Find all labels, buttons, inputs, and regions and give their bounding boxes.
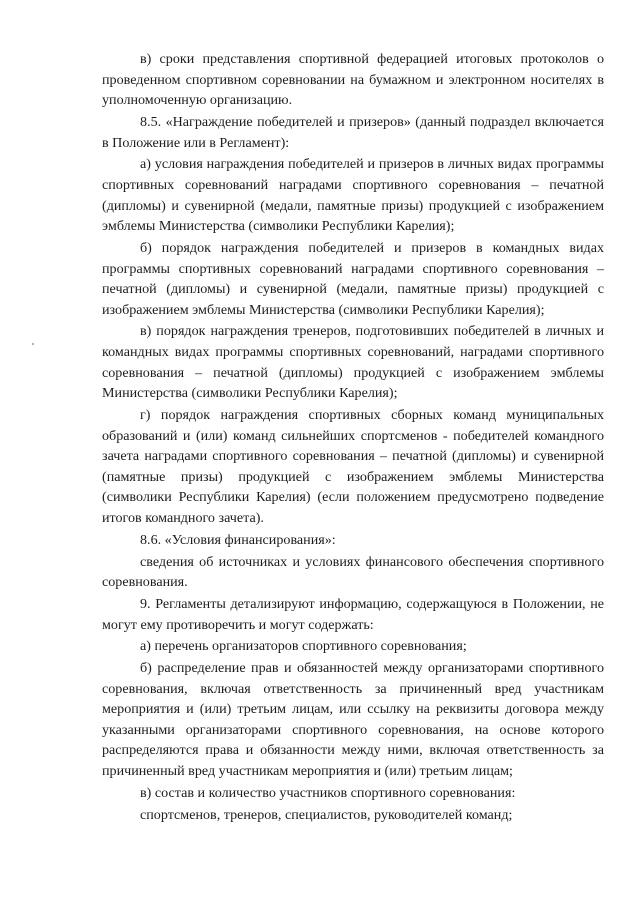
paragraph-8-6-body: сведения об источниках и условиях финансового обеспечения спортивного соревнования. — [102, 553, 604, 591]
document-body — [102, 49, 604, 826]
paragraph-8-5-v: в) порядок награждения тренеров, подготовивших победителей в личных и командных видах программы спортивных соревнований, наградами спортивного соревнования – печатной (дипломы) продукцией с изображением эмблемы Министерства (символики Республики Карелия); — [102, 323, 604, 402]
paragraph-9-v: в) состав и количество участников спортивного соревнования: — [140, 784, 516, 801]
paragraph-8-5-heading: 8.5. «Награждение победителей и призеров» (данный подраздел включается в Положение или в Регламент): — [102, 113, 604, 151]
paragraph-9: 9. Регламенты детализируют информацию, содержащуюся в Положении, не могут ему противоречить и могут содержать: — [102, 595, 604, 633]
paragraph-reports-deadline: в) сроки представления спортивной федерацией итоговых протоколов о проведенном спортивном соревновании на бумажном и электронном носителях в уполномоченную организацию. — [102, 51, 604, 109]
paragraph-9-a: а) перечень организаторов спортивного соревнования; — [140, 638, 467, 655]
paragraph-8-5-a: а) условия награждения победителей и призеров в личных видах программы спортивных соревнований наградами спортивного соревнования – печатной (дипломы) и сувенирной (медали, памятные призы) продукцией с изображением эмблемы Министерства (символики Республики Карелия); — [102, 156, 604, 235]
paragraph-9-b: б) распределение прав и обязанностей между организаторами спортивного соревнования, включая ответственность за причиненный вред участникам мероприятия и (или) третьим лицам, или ссылку на реквизиты договора между указанными организаторами спортивного соревнования, на основе которого распределяются права и обязанности между ними, включая ответственность за причиненный вред участникам мероприятия и (или) третьим лицам; — [102, 660, 604, 780]
paragraph-8-5-g: г) порядок награждения спортивных сборных команд муниципальных образований и (или) команд сильнейших спортсменов - победителей командного зачета наградами спортивного соревнования – печатной (дипломы) и сувенирной (памятные призы) продукцией с изображением эмблемы Министерства (символики Республики Карелия) (если положением предусмотрено подведение итогов командного зачета). — [102, 407, 604, 526]
paragraph-8-6-heading: 8.6. «Условия финансирования»: — [140, 531, 336, 548]
paragraph-9-v-continued: спортсменов, тренеров, специалистов, руководителей команд; — [140, 806, 513, 823]
paragraph-8-5-b: б) порядок награждения победителей и призеров в командных видах программы спортивных соревнований наградами спортивного соревнования – печатной (дипломы) и сувенирной (медали, памятные призы) продукцией с изображением эмблемы Министерства (символики Республики Карелия); — [102, 239, 604, 318]
scan-speck — [32, 343, 34, 345]
